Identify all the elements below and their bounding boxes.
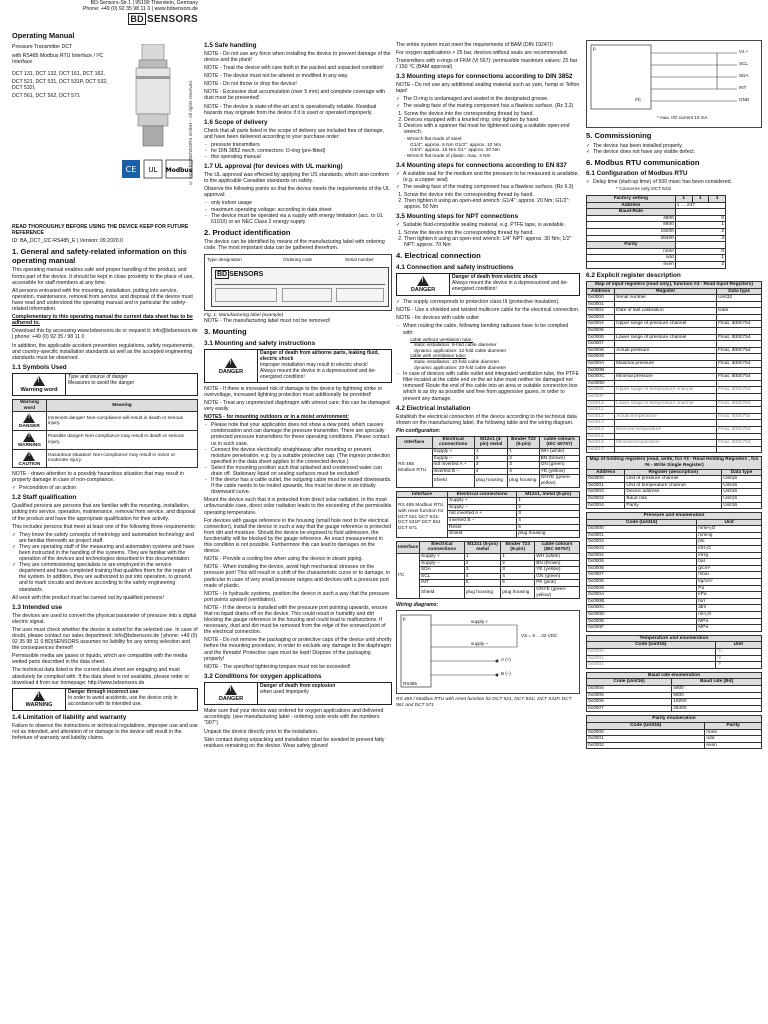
table-row: 0x000A Maximal pressure Float, IEEE754 <box>587 361 762 368</box>
table-row: 0x0002 Device address Uint16 <box>587 489 762 496</box>
temperature-unit-table: Temperature unit enumeration Code (Uint16) Unit 0x0000 °C 0x0001 °K 0x0002 °F <box>586 635 762 669</box>
table-row: 0x0015 <box>587 433 762 440</box>
table-row: 0x0017 <box>587 446 762 453</box>
table-row: 0x000A kPa <box>587 592 762 599</box>
table-row: 0x0001 Unit of temperature channel Uint16 <box>587 482 762 489</box>
sec6-title: 6. Modbus RTU communication <box>586 157 700 167</box>
table-row: 0x0007 <box>587 341 762 348</box>
table-row: 0x0005 <box>587 328 762 335</box>
table-row: 0x000B <box>587 367 762 374</box>
column-1 <box>12 0 198 1024</box>
table-row: 0x0001 odd <box>587 736 762 743</box>
sec15-title: 1.5 Safe handling <box>204 42 257 49</box>
svg-text:UL: UL <box>148 166 158 174</box>
holding-registers-table: Map of holding registers (read, write, fcn #3 - Read Holding Registers , fcn #6 - Write Single Register) Address Register (description) Data type 0x0000 Unit of pressure channel Uint16 0x0001 Unit of temperature channel Uint16 0x0002 Device address Uint16 0x0003 Baud rate Uint16 0x0004 Parity Uint16 <box>586 456 762 509</box>
factory-settings-table: Factory setting 1 1 1 Address 1 … 247 Baud-Rate 4800 0 9600 1 19200 2 38400 3 Parity none 0 odd 1 even 2 <box>586 195 726 269</box>
table-row: 0x0013 <box>587 420 762 427</box>
table-row: 0x0001 °K <box>587 655 762 662</box>
sec5-title: 5. Commissioning <box>586 131 652 140</box>
sec14-title: 1.4 Limitation of liability and warranty <box>12 713 127 721</box>
mounting-danger-box: ! DANGER Danger of death from airborne parts, leaking fluid, electric shock Improper installation may result in electric shock! Always mount the device in a depressurized and de-energized condition! <box>204 349 392 383</box>
table-row: 0x0000 Unit of pressure channel Uint16 <box>587 476 762 483</box>
sec16-title: 1.6 Scope of delivery <box>204 118 268 126</box>
table-row: 0x0000 mmH₂O <box>587 526 762 533</box>
electric-danger-box: ! DANGER Danger of death from electric shock Always mount the device in a depressurized and de-energized condition! <box>396 273 580 296</box>
table-row: 0x000E MPa <box>587 618 762 625</box>
column-4: p Vs + SCL SDA INT GND I²C * max. I/O current 10 mA 5. Commissioning ✓ The device has been installed properly. ✓ The device does not have any visible defect. 6. Modbus RTU communication 6.1 Configuration of Modbus RTU ✓ Delay time (start-up time) of 500 msec has been considered. * Concerns only DCT 531i Factory setting 1 1 1 Address 1 … 247 Baud-Rate 4800 0 9600 1 19200 2 38400 3 Parity none 0 odd 1 even 2 6.2 Explicit register description Map of input registers (read only), function #4 - Read Input Registers) Address Register Data type 0x0000 Serial number Uint32 0x0001 0x0002 Date of last calibration Date 0x0003 0x0004 Upper range of pressure channel Float, IEEE754 0x0005 0x0006 Lower range of pressure channel Float, IEEE754 0x0007 0x0008 Actual pressure Float, IEEE754 0x0009 0x000A Maximal pressure Float, IEEE754 0x000B 0x000C Minimal pressure Float, IEEE754 0x000D 0x000E Upper range of temperature channel Float, IEEE754 0x000F 0x0010 Lower range of temperature channel Float, IEEE754 0x0011 0x0012 Actual temperature Float, IEEE754 0x0013 0x0014 Maximal temperature Float, IEEE754 0x0015 0x0016 Minimal temperature Float, IEEE754 0x0017 Map of holding registers (read, write, fcn #3 - Read Holding Registers , fcn #6 - Write Single Register) Address Register (description) Data type 0x0000 Unit of pressure channel Uint16 0x0001 Unit of temperature channel Uint16 0x0002 Device address Uint16 0x0003 Baud rate Uint16 0x0004 Parity Uint16 Pressure unit enumeration Code (Uint16) Unit 0x0000 mmH₂O 0x0001 mmHg 0x0002 psi 0x0003 inH₂O 0x0004 inHg 0x0005 bar 0x0006 g/cm² 0x0007 mbar 0x0008 kg/cm² 0x0009 Pa 0x000A kPa 0x000B torr 0x000C atm 0x000D mH₂O 0x000E MPa 0x000F MPa Temperature unit enumeration Code (Uint16) Unit 0x0000 °C 0x0001 °K 0x0002 °F Baud rate enumeration Code (Uint16) Baud rate [Bd] 0x0004 4800 0x0005 9600 0x0006 19200 0x0007 38400 Parity enumeration Code (Uint16) Parity 0x0000 none 0x0001 odd 0x0002 even <box>586 0 762 1024</box>
table-row: 0x0009 Pa <box>587 585 762 592</box>
table-row: 0x0001 <box>587 301 762 308</box>
sec12-title: 1.2 Staff qualification <box>12 494 77 502</box>
table-row: 0x0011 <box>587 407 762 414</box>
sec1-p3: Complementary to this operating manual the current data sheet has to be adhered to. <box>12 314 193 327</box>
wiring-diagram-rs485: p supply + supply – VS = 9 ... 32 VDC A (+) B (–) RS485 <box>396 610 580 694</box>
table-row: 0x000C Minimal pressure Float, IEEE754 <box>587 374 762 381</box>
company-address <box>12 0 198 12</box>
sec11-note: NOTE - draws attention to a possibly hazardous situation that may result in property damage in case of non-compliance. <box>12 471 184 484</box>
table-row: 0x000C atm <box>587 605 762 612</box>
sec35-title: 3.5 Mounting steps for NPT connections <box>396 212 519 220</box>
sec3-title: 3. Mounting <box>204 327 247 337</box>
input-registers-temperature <box>587 387 762 453</box>
table-row: 0x0003 <box>587 314 762 321</box>
table-row: 0x000B torr <box>587 598 762 605</box>
svg-text:CE: CE <box>125 165 137 174</box>
table-row: 0x0005 9600 <box>587 692 762 699</box>
table-row: 0x0000 Serial number Uint32 <box>587 295 762 302</box>
table-row: 0x000D mH₂O <box>587 612 762 619</box>
sec1-p2: All persons entrusted with the mounting, installation, putting into service, operation, maintenance, removal from service, and disposal of the device must have read and understood the operating manual and in particular the safety-related information. <box>12 287 193 313</box>
read-notice: READ THOROUGHLY BEFORE USING THE DEVICE KEEP FOR FUTURE REFERENCE <box>12 224 189 237</box>
table-row: 0x0001 mmHg <box>587 532 762 539</box>
wiring-diagram-i2c: p Vs + SCL SDA INT GND I²C * max. I/O current 10 mA <box>586 40 762 128</box>
pressure-unit-table: Pressure unit enumeration Code (Uint16) Unit 0x0000 mmH₂O 0x0001 mmHg 0x0002 psi 0x0003 inH₂O 0x0004 inHg 0x0005 bar 0x0006 g/cm² 0x0007 mbar 0x0008 kg/cm² 0x0009 Pa 0x000A kPa 0x000B torr 0x000C atm 0x000D mH₂O 0x000E MPa 0x000F MPa <box>586 512 762 632</box>
sec2-title: 2. Product identification <box>204 227 291 237</box>
table-row: 0x0008 kg/cm² <box>587 579 762 586</box>
label-example: BD SENSORS <box>211 267 389 307</box>
table-row: 0x0006 g/cm² <box>587 565 762 572</box>
table-row: 0x000E Upper range of temperature channel Float, IEEE754 <box>587 387 762 394</box>
sec32-title: 3.2 Conditions for oxygen applications <box>204 672 322 680</box>
table-row: 0x0000 none <box>587 729 762 736</box>
baud-rate-table: Baud rate enumeration Code (Uint16) Baud rate [Bd] 0x0004 4800 0x0005 9600 0x0006 19200 0x0007 38400 <box>586 672 762 713</box>
table-row: 0x0007 38400 <box>587 705 762 712</box>
warning-triangle-icon <box>33 376 45 386</box>
col1-body: READ THOROUGHLY BEFORE USING THE DEVICE KEEP FOR FUTURE REFERENCE ID: BA_DCT_I2C-RS485_E | Version: 09.2020.0 1. General and safety-related information on this operating manual This operating manual enables safe and proper handling of the product, and forms part of the device. It should be kept in close proximity to the place of use, accessible for staff members at any time. All persons entrusted with the mounting, installation, putting into service, operation, maintenance, removal from service, and disposal of the device must have read and understood the operating manual and in particular the safety-related information. Complementary to this operating manual the current data sheet has to be adhered to. Download this by accessing www.bdsensors.de or request it: info@bdsensors.de | phone: +49 (0) 92 35 / 98 11 0 In addition, the applicable accident prevention regulations, safety requirements, and country-specific installation standards as well as the accepted engineering standards must be observed. 1.1 Symbols Used ! Warning word Type and source of danger Measures to avoid the danger Warning word Meaning ! DANGER Imminent danger! Non-compliance will result in death or serious injury. ! WARNING Possible danger! Non-compliance may result in death or serious injury. ! CAUTION Hazardous situation! Non-compliance may result in minor or moderate injury. NOTE - draws attention to a possibly hazardous situation that may result in property damage in case of non-compliance. ✓ Precondition of an action 1.2 Staff qualification Qualified persons are persons that are familiar with the mounting, installation, putting into service, operation, maintenance, removal from service, and disposal of the product and have the appropriate qualification for their activity. This includes persons that meet at least one of the following three requirements: ✓ They know the safety concepts of metrology and automation technology and are familiar therewith as project staff. ✓ They are operating staff of the measuring and automation systems and have been instructed in the handling of the systems. They are familiar with the operation of the devices and technologies described in this documentation. ✓ They are commissioning specialists or are employed in the service department and have completed training that qualifies them for the repair of the system. In addition, they are authorized to put into operation, to ground, and to mark circuits and devices according to the safety engineering standards. All work with this product must be carried out by qualified persons! 1.3 Intended use The devices are used to convert the physical parameter of pressure into a digital electric signal. The user must check whether the device is suited for the selected use. In case of doubt, please contact our sales department: info@bdsensors.de | phone: +49 (0) 92 35 98 11 0 BD|SENSORS assumes no liability for any wrong selection and the consequences thereof! Permissible media are gases or liquids, which are compatible with the media wetted parts described in the data sheet. The technical data listed in the current data sheet are engaging and must absolutely be complied with. If the data sheet is not available, please order or download it from our homepage: http://www.bdsensors.de ! WARNING Danger through incorrect use In order to avoid accidents, use the device only in accordance with its intended use. 1.4 Limitation of liability and warranty Failure to observe the instructions or technical regulations, improper use and use not as intended, and alteration of or damage to the device will result in the forfeiture of warranty and liability claims. <box>12 224 198 743</box>
table-row: 0x0002 °F <box>587 662 762 669</box>
sec4-title: 4. Electrical connection <box>396 251 481 261</box>
precondition-item: ✓ Precondition of an action <box>12 485 198 491</box>
models-2: DCT 521, DCT 531, DCT 531P, DCT 532, DCT 532I, <box>12 78 108 91</box>
subtitle-2: with RS485 Modbus RTU Interface / I²C Interface <box>12 52 104 65</box>
table-row: 0x0010 Lower range of temperature channel Float, IEEE754 <box>587 400 762 407</box>
table-row: 0x0006 19200 <box>587 699 762 706</box>
table-row: 0x0007 mbar <box>587 572 762 579</box>
transmitter-image <box>114 44 194 249</box>
table-row: 0x0008 Actual pressure Float, IEEE754 <box>587 347 762 354</box>
table-row: 0x0002 Date of last calibration Date <box>587 308 762 315</box>
models-1: DCT 131, DCT 132, DCT 161, DCT 162, <box>12 70 105 77</box>
sec1-p1: This operating manual enables safe and proper handling of the product, and forms part of the device. It should be kept in close proximity to the place of use, accessible for staff members at any time. <box>12 267 194 286</box>
warning-triangle-icon <box>33 691 45 701</box>
input-registers-body <box>587 295 762 387</box>
intended-use-warning: ! WARNING Danger through incorrect use In order to avoid accidents, use the device only in accordance with its intended use. <box>12 688 198 711</box>
table-row: 0x0012 Actual temperature Float, IEEE754 <box>587 413 762 420</box>
sec33-title: 3.3 Mounting steps for connections according to DIN 3852 <box>396 73 573 81</box>
sec17-title: 1.7 UL approval (for devices with UL marking) <box>204 163 343 171</box>
table-row: 0x0006 Lower range of pressure channel Float, IEEE754 <box>587 334 762 341</box>
table-row: 0x0000 °C <box>587 648 762 655</box>
table-row: 0x000D <box>587 380 762 387</box>
company-logo: BD SENSORS <box>130 14 198 26</box>
sec1-p4: Download this by accessing www.bdsensors.de or request it: info@bdsensors.de | phone: +49 (0) 92 35 / 98 11 0 <box>12 328 198 341</box>
doc-id: ID: BA_DCT_I2C-RS485_E | Version: 09.2020.0 <box>12 238 123 245</box>
intro-block <box>12 44 108 99</box>
sec42-title: 4.2 Electrical installation <box>396 404 471 412</box>
symbol-warning-box: ! Warning word Type and source of danger Measures to avoid the danger <box>12 373 198 396</box>
table-row: 0x0009 <box>587 354 762 361</box>
caution-triangle-icon <box>23 451 35 461</box>
input-registers-table: Map of input registers (read only), function #4 - Read Input Registers) Address Register Data type 0x0000 Serial number Uint32 0x0001 0x0002 Date of last calibration Date 0x0003 0x0004 Upper range of pressure channel Float, IEEE754 0x0005 0x0006 Lower range of pressure channel Float, IEEE754 0x0007 0x0008 Actual pressure Float, IEEE754 0x0009 0x000A Maximal pressure Float, IEEE754 0x000B 0x000C Minimal pressure Float, IEEE754 0x000D 0x000E Upper range of temperature channel Float, IEEE754 0x000F 0x0010 Lower range of temperature channel Float, IEEE754 0x0011 0x0012 Actual temperature Float, IEEE754 0x0013 0x0014 Maximal temperature Float, IEEE754 0x0015 0x0016 Minimal temperature Float, IEEE754 0x0017 <box>586 281 762 453</box>
warning-words-table: Warning word Meaning ! DANGER Imminent danger! Non-compliance will result in death or serious injury. ! WARNING Possible danger! Non-compliance may result in death or serious injury. ! CAUTION Hazardous situation! Non-compliance may result in minor or moderate injury. <box>12 399 198 468</box>
svg-text:Modbus: Modbus <box>165 167 193 174</box>
warning-triangle-icon <box>23 432 35 442</box>
table-row: 0x0004 Upper range of pressure channel Float, IEEE754 <box>587 321 762 328</box>
table-row: 0x0002 psi <box>587 539 762 546</box>
wiring-title: Wiring diagrams: <box>396 602 439 609</box>
manufacturing-label-figure: Type designation Ordering code Serial number BD SENSORS <box>204 254 392 311</box>
copyright-vertical: © 2020 BD|SENSORS GmbH – All rights reserved. <box>188 80 193 186</box>
sec13-title: 1.3 Intended use <box>12 603 63 611</box>
subtitle-1: Pressure Transmitter DCT <box>12 44 73 51</box>
parity-table: Parity enumeration Code (Uint16) Parity 0x0000 none 0x0001 odd 0x0002 even <box>586 715 762 749</box>
table-row: 0x0005 bar <box>587 559 762 566</box>
sec34-title: 3.4 Mounting steps for connections according to EN 837 <box>396 162 567 170</box>
table-row: 0x0004 inHg <box>587 552 762 559</box>
sec11-title: 1.1 Symbols Used <box>12 363 67 371</box>
danger-triangle-icon <box>23 413 35 423</box>
oxygen-danger-box: ! DANGER Danger of death from explosion when used improperly <box>204 682 392 705</box>
column-2: 1.5 Safe handling NOTE - Do not use any force when installing the device to prevent damage of the device and the plant! NOTE - Treat the device with care both in the packed and unpacked condition! NOTE - The device must not be altered or modified in any way. NOTE - Do not throw or drop the device! NOTE - Excessive dust accumulation (over 5 mm) and complete coverage with dust must be prevented! NOTE - The device is state-of-the-art and is operationally reliable. Residual hazards may originate from the device if it is used or operated improperly. 1.6 Scope of delivery Check that all parts listed in the scope of delivery are included free of damage, and have been delivered according to your purchase order: - pressure transmitters - for DIN 3852 mech. connectors: O-ring (pre-fitted) - this operating manual 1.7 UL approval (for devices with UL marking) The UL approval was effected by applying the US standards, which also conform to the applicable Canadian standards on safety. Observe the following points so that the device meets the requirements of the UL approval: - only indoor usage - maximum operating voltage: according to data sheet - The device must be operated via a supply with energy limitation (acc. to UL 61010) or an NEC Class 2 energy supply 2. Product identification The device can be identified by means of the manufacturing label with ordering code. The most important data can be gathered therefrom. Type designation Ordering code Serial number BD SENSORS Fig. 1: Manufacturing label (example) NOTE - The manufacturing label must not be removed! 3. Mounting 3.1 Mounting and safety instructions ! DANGER Danger of death from airborne parts, leaking fluid, electric shock Improper installation may result in electric shock! Always mount the device in a depressurized and de-energized condition! NOTE - If there is increased risk of damage to the device by lightning strike or overvoltage, increased lightning protection must additionally be provided! NOTE - Treat any unprotected diaphragm with utmost care; this can be damaged very easily. NOTES - for mounting outdoors or in a moist environment: - Please note that your application does not show a dew point, which causes condensation and can damage the pressure transmitter. There are specially protected pressure transmitters for these operating conditions. Please contact us in such case. - Connect the device electrically straightaway after mounting or prevent moisture penetration, e.g. by a suitable protective cap. (The ingress protection specified in the data sheet applies to the connected device.) - Select the mounting position such that splashed and condensed water can drain off. Stationary liquid on sealing surfaces must be excluded! - If the device has a cable outlet, the outgoing cable must be routed downwards. If the cable needs to be routed upwards, this must be done in an initially downward curve. Mount the device such that it is protected from direct solar radiation. In the most unfavourable case, direct solar radiation leads to the exceeding of the permissible operating temperature. For devices with gauge reference in the housing (small hole next to the electrical connection), install the device in such a way that the gauge reference is protected from dirt and moisture. Should the device be exposed to fluid admission, the functionality will be blocked by the gauge reference. An exact measurement in this condition is not possible. Furthermore this can lead to damages on the device. NOTE - Provide a cooling line when using the device in steam piping. NOTE - When installing the device, avoid high mechanical stresses on the pressure port! This will result in a shift of the characteristic curve or to damage, in particular in case of very small pressure ranges and devices with a pressure port made of plastic. NOTE - In hydraulic systems, position the device in such a way that the pressure port points upward (ventilation). NOTE - If the device is installed with the pressure port pointing upwards, ensure that no liquid drains off on the device. This could result in humidity and dirt blocking the gauge reference in the housing and could lead to malfunctions. If necessary, dust and dirt must be removed from the edge of the screwed joint of the electrical connection. NOTE - Do not remove the packaging or protective caps of the device until shortly before the mounting procedure, in order to exclude any damage to the diaphragm and the threads! Protective caps must be kept! Dispose of the packaging properly! NOTE - The specified tightening torques must not be exceeded! 3.2 Conditions for oxygen applications ! DANGER Danger of death from explosion when used improperly Make sure that your device was ordered for oxygen applications and delivered accordingly. (see manufacturing label - ordering code ends with the numbers "007") Unpack the device directly prior to the installation. Skin contact during unpacking and installation must be avoided to prevent fatty residues remaining on the device. Wear safety gloves! <box>204 0 392 1024</box>
table-row: 0x0003 Baud rate Uint16 <box>587 495 762 502</box>
danger-triangle-icon <box>417 276 429 286</box>
models-3: DCT 561, DCT 562, DCT 571 <box>12 92 80 99</box>
table-row: 0x000F MPa <box>587 625 762 632</box>
table-row: 0x0002 even <box>587 742 762 749</box>
sec1-p5: In addition, the applicable accident prevention regulations, safety requirements, and country-specific installation standards as well as the accepted engineering standards must be observed. <box>12 342 194 361</box>
figure-caption: Fig. 1: Manufacturing label (example) <box>204 312 284 318</box>
pin-config-i2c: Interface Electrical connections M12x1 (5-pin) metal Binder 723 (5-pin) cable colours (IEC 60757) I²C Supply + 1 1 WH (white) Supply – 2 2 BN (brown) SDA 3 3 YE (yellow) SCL 4 4 GN (green) INT 5 5 PK (pink) Shield plug housing plug housing GNYE (green-yellow) <box>396 541 580 599</box>
manual-title: Operating Manual <box>12 31 75 41</box>
table-row: 0x0014 Maximal temperature Float, IEEE754 <box>587 426 762 433</box>
address-line: BD-Sensors-Str.1 | 95199 Thierstein, Germany <box>90 0 198 6</box>
danger-triangle-icon <box>225 358 237 368</box>
phone-line: Phone: +49 (0) 92 35 98 11 0 | www.bdsensors.de <box>82 6 198 13</box>
table-row: 0x0003 inH₂O <box>587 546 762 553</box>
pin-config-rs485-reset: Interface Electrical connections M12x1, metal (5-pin) RS 485 Modbus RTU with reset function for DCT 521 DCT 531i DCT 531P DCT 561 DCT 571 Supply + 1 Supply – 2 not inverted A + 3 inverted B – 4 Reset 5 Shield plug housing <box>396 491 580 538</box>
table-row: 0x0004 4800 <box>587 685 762 692</box>
danger-triangle-icon <box>225 685 237 695</box>
table-row: 0x0004 Parity Uint16 <box>587 502 762 509</box>
table-row: 0x000F <box>587 394 762 401</box>
table-row: 0x0016 Minimal temperature Float, IEEE754 <box>587 440 762 447</box>
column-3: The entire system must meet the requirements of BAM (DIN 19247)! For oxygen applications > 25 bar, devices without seals are recommended. Transmitters with o-rings of FKM (Vi 567): permissible maximum values: 25 bar / 150 °C (BAM approval) 3.3 Mounting steps for connections according to DIN 3852 NOTE - Do not use any additional sealing material such as yarn, hemp or Teflon tape! ✓ The O-ring is undamaged and seated in the designated groove. ✓ The sealing face of the mating component has a flawless surface. (Rz 3.2) 1. Screw the device into the corresponding thread by hand. 2. Devices equipped with a knurled ring: only tighten by hand 3. Devices with a spanner flat must be tightened using a suitable open-end wrench. - Wrench flat made of steel: G1/4": approx. 5 Nm G1/2": approx. 10 Nm G3/4": approx. 15 Nm G1": approx. 20 Nm - Wrench flat made of plastic: max. 3 Nm 3.4 Mounting steps for connections according to EN 837 ✓ A suitable seal for the medium and the pressure to be measured is available. (e.g. a copper seal) ✓ The sealing face of the mating component has a flawless surface. (Rz 6.3) 1. Screw the device into the corresponding thread by hand. 2. Then tighten it using an open-end wrench: G1/4": approx. 20 Nm; G1/2": approx. 50 Nm 3.5 Mounting steps for NPT connections ✓ Suitable fluid-compatible sealing material, e.g. PTFE tape, is available. 1. Screw the device into the corresponding thread by hand. 2. Then tighten it using an open-end wrench: 1/4" NPT: approx. 30 Nm; 1/2" NPT: approx. 70 Nm 4. Electrical connection 4.1 Connection and safety instructions ! DANGER Danger of death from electric shock Always mount the device in a depressurized and de-energized condition! ✓ The supply corresponds to protection class III (protective insulation). NOTE - Use a shielded and twisted multicore cable for the electrical connection. NOTE - for devices with cable outlet - When routing the cable, following bending radiuses have to be complied with: cable without ventilation tube: static installation: 8-fold cable diameter dynamic application: 12-fold cable diameter cable with ventilation tube: static installation: 10-fold cable diameter dynamic application: 20-fold cable diameter - In case of devices with cable outlet and integrated ventilation tube, the PTFE filter located at the cable end on the air tube must neither be damaged nor removed! Route the end of the cable into an area or suitable connection box which is as dry as possible and free from aggressive gases, in order to prevent any damage. 4.2 Electrical installation Establish the electrical connection of the device according to the technical data shown on the manufacturing label, the following table and the wiring diagram. Pin configuration: Interface Electrical connections M12x1 (4-pin) metal Binder 723 (5-pin) cable colours (IEC 60757) RS 485 Modbus RTU Supply + 1 1 WH (white) Supply – 2 2 BN (brown) not inverted A + 3 3 GN (green) inverted B – 4 4 YE (yellow) Shield plug housing plug housing GNYE (green-yellow) Interface Electrical connections M12x1, metal (5-pin) RS 485 Modbus RTU with reset function for DCT 521 DCT 531i DCT 531P DCT 561 DCT 571 Supply + 1 Supply – 2 not inverted A + 3 inverted B – 4 Reset 5 Shield plug housing Interface Electrical connections M12x1 (5-pin) metal Binder 723 (5-pin) cable colours (IEC 60757) I²C Supply + 1 1 WH (white) Supply – 2 2 BN (brown) SDA 3 3 YE (yellow) SCL 4 4 GN (green) INT 5 5 PK (pink) Shield plug housing plug housing GNYE (green-yellow) Wiring diagrams: p supply + supply – VS = 9 ... 32 VDC A (+) B (–) RS485 RS 485 / Modbus RTU with reset function for DCT 521, DCT 531i, DCT 531P, DCT 561 and DCT 571 <box>396 0 580 1024</box>
section-1-title: 1. General and safety-related information on this operating manual <box>12 247 187 265</box>
pin-config-rs485: Interface Electrical connections M12x1 (4-pin) metal Binder 723 (5-pin) cable colours (IEC 60757) RS 485 Modbus RTU Supply + 1 1 WH (white) Supply – 2 2 BN (brown) not inverted A + 3 3 GN (green) inverted B – 4 4 YE (yellow) Shield plug housing plug housing GNYE (green-yellow) <box>396 436 580 488</box>
